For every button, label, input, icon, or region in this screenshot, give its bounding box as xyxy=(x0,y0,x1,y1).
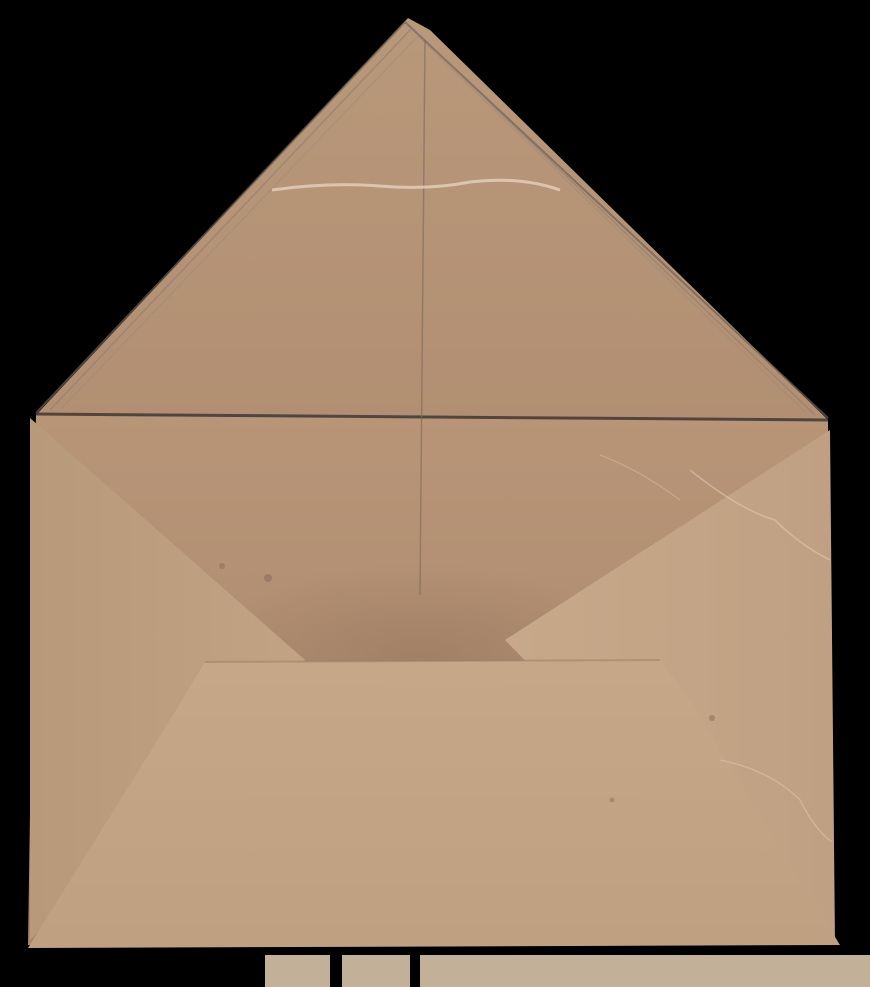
paper-speck xyxy=(264,574,272,582)
envelope-top-flap xyxy=(36,18,828,420)
paper-speck xyxy=(219,563,225,569)
bottom-strip-gap xyxy=(410,955,420,987)
paper-speck xyxy=(709,715,715,721)
bottom-strip-gap xyxy=(330,955,342,987)
paper-speck xyxy=(610,798,615,803)
bottom-strip xyxy=(265,955,870,987)
